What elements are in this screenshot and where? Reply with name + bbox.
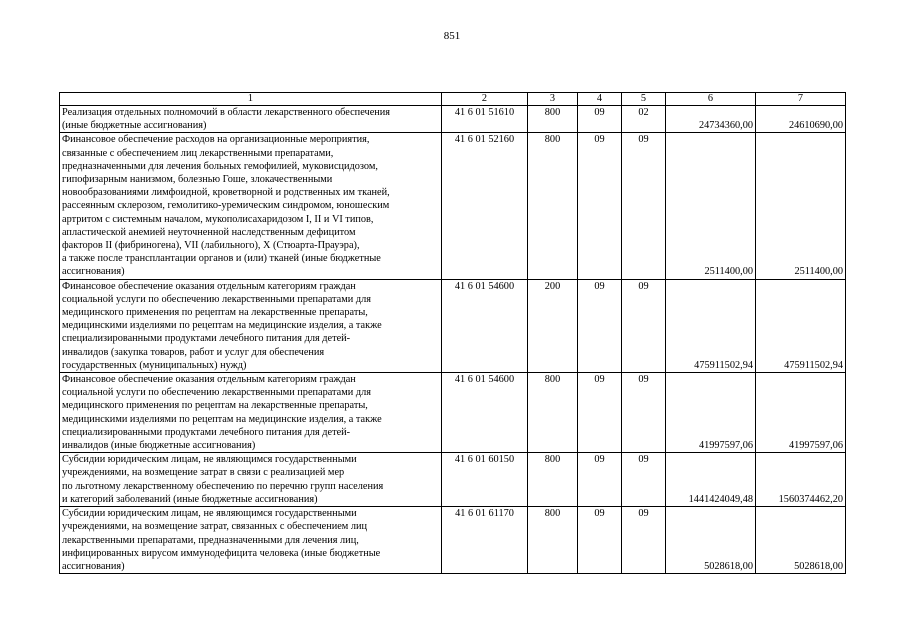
row-description: Реализация отдельных полномочий в области лекарственного обеспечения (иные бюджетные ассигнования)	[60, 106, 442, 133]
amount-year-2: 1560374462,20	[756, 453, 846, 507]
subsection-code: 09	[622, 133, 666, 279]
table-row	[60, 373, 846, 453]
subsection-code: 09	[622, 507, 666, 574]
amount-year-1: 475911502,94	[666, 279, 756, 372]
section-code: 09	[578, 373, 622, 453]
column-header: 2	[442, 93, 528, 106]
table-row	[60, 507, 846, 574]
row-description: Финансовое обеспечение оказания отдельным категориям граждан социальной услуги по обеспечению лекарственными препаратами для медицинского применения по рецептам на лекарственные препараты, медицинскими изделиями по рецептам на медицинские изделия, а также специализированными продуктами лечебного питания для детей- инвалидов (закупка товаров, работ и услуг для обеспечения государственных (муниципальных) нужд)	[60, 279, 442, 372]
target-article-code: 41 6 01 60150	[442, 453, 528, 507]
column-header: 5	[622, 93, 666, 106]
expense-type-code: 800	[528, 453, 578, 507]
table-row	[60, 106, 846, 133]
row-description: Субсидии юридическим лицам, не являющимся государственными учреждениями, на возмещение затрат в связи с реализацией мер по льготному лекарственному обеспечению по перечню групп населения и категорий заболеваний (иные бюджетные ассигнования)	[60, 453, 442, 507]
amount-year-1: 5028618,00	[666, 507, 756, 574]
amount-year-2: 2511400,00	[756, 133, 846, 279]
page-number: 851	[443, 30, 461, 42]
subsection-code: 02	[622, 106, 666, 133]
table-row	[60, 279, 846, 372]
column-header: 4	[578, 93, 622, 106]
expense-type-code: 200	[528, 279, 578, 372]
target-article-code: 41 6 01 51610	[442, 106, 528, 133]
expense-type-code: 800	[528, 133, 578, 279]
amount-year-2: 5028618,00	[756, 507, 846, 574]
section-code: 09	[578, 133, 622, 279]
amount-year-1: 41997597,06	[666, 373, 756, 453]
expense-type-code: 800	[528, 373, 578, 453]
expense-type-code: 800	[528, 507, 578, 574]
amount-year-1: 24734360,00	[666, 106, 756, 133]
section-code: 09	[578, 453, 622, 507]
amount-year-2: 24610690,00	[756, 106, 846, 133]
target-article-code: 41 6 01 54600	[442, 279, 528, 372]
table-row	[60, 453, 846, 507]
row-description: Субсидии юридическим лицам, не являющимся государственными учреждениями, на возмещение затрат, связанных с обеспечением лиц лекарственными препаратами, предназначенными для лечения лиц, инфицированных вирусом иммунодефицита человека (иные бюджетные ассигнования)	[60, 507, 442, 574]
table-row	[60, 133, 846, 279]
row-description: Финансовое обеспечение расходов на организационные мероприятия, связанные с обеспечением лиц лекарственными препаратами, предназначенными для лечения больных гемофилией, муковисцидозом, гипофизарным нанизмом, болезнью Гоше, злокачественными новообразованиями лимфоидной, кроветворной и родственных им тканей, рассеянным склерозом, гемолитико-уремическим синдромом, юношеским артритом с системным началом, мукополисахаридозом I, II и VI типов, апластической анемией неуточненной наследственным дефицитом факторов II (фибриногена), VII (лабильного), X (Стюарта-Прауэра), а также после трансплантации органов и (или) тканей (иные бюджетные ассигнования)	[60, 133, 442, 279]
target-article-code: 41 6 01 52160	[442, 133, 528, 279]
subsection-code: 09	[622, 279, 666, 372]
column-header: 7	[756, 93, 846, 106]
column-header: 3	[528, 93, 578, 106]
target-article-code: 41 6 01 54600	[442, 373, 528, 453]
section-code: 09	[578, 507, 622, 574]
amount-year-1: 2511400,00	[666, 133, 756, 279]
subsection-code: 09	[622, 373, 666, 453]
column-header: 1	[60, 93, 442, 106]
amount-year-2: 41997597,06	[756, 373, 846, 453]
section-code: 09	[578, 106, 622, 133]
row-description: Финансовое обеспечение оказания отдельным категориям граждан социальной услуги по обеспечению лекарственными препаратами для медицинского применения по рецептам на лекарственные препараты, медицинскими изделиями по рецептам на медицинские изделия, а также специализированными продуктами лечебного питания для детей- инвалидов (иные бюджетные ассигнования)	[60, 373, 442, 453]
table-header-row	[60, 93, 846, 106]
budget-table	[59, 92, 846, 574]
expense-type-code: 800	[528, 106, 578, 133]
amount-year-1: 1441424049,48	[666, 453, 756, 507]
subsection-code: 09	[622, 453, 666, 507]
column-header: 6	[666, 93, 756, 106]
section-code: 09	[578, 279, 622, 372]
target-article-code: 41 6 01 61170	[442, 507, 528, 574]
amount-year-2: 475911502,94	[756, 279, 846, 372]
